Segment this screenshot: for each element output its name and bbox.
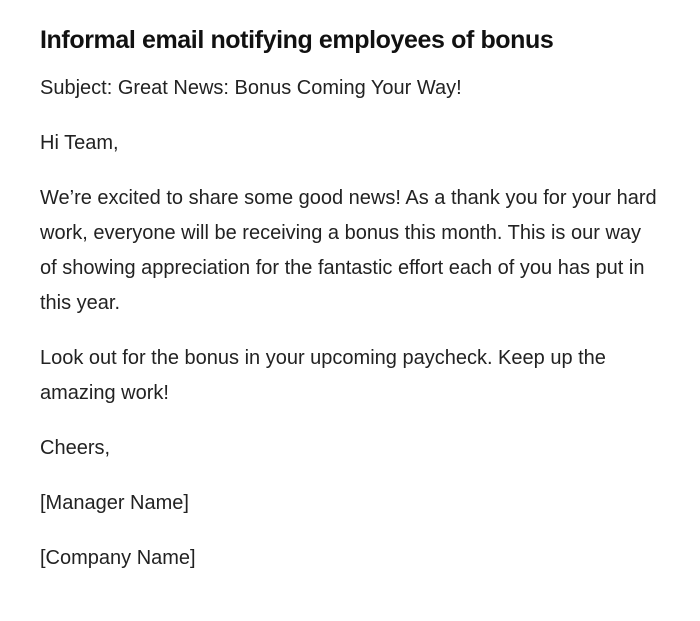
- email-document: [40, 22, 660, 596]
- document-title: Informal email notifying employees of bonus: [40, 26, 554, 54]
- email-greeting: Hi Team,: [40, 132, 119, 154]
- email-closing: Cheers,: [40, 437, 111, 459]
- signature-company-name: [Company Name]: [40, 547, 196, 569]
- email-body-paragraph-2: Look out for the bonus in your upcoming paycheck. Keep up the amazing work!: [40, 347, 606, 404]
- signature-manager-name: [Manager Name]: [40, 492, 189, 514]
- email-body-paragraph-1: We’re excited to share some good news! As a thank you for your hard work, everyone will be receiving a bonus this month. This is our way of showing appreciation for the fantastic effort each of you has put in this year.: [40, 187, 657, 314]
- email-subject: Subject: Great News: Bonus Coming Your Way!: [40, 77, 462, 99]
